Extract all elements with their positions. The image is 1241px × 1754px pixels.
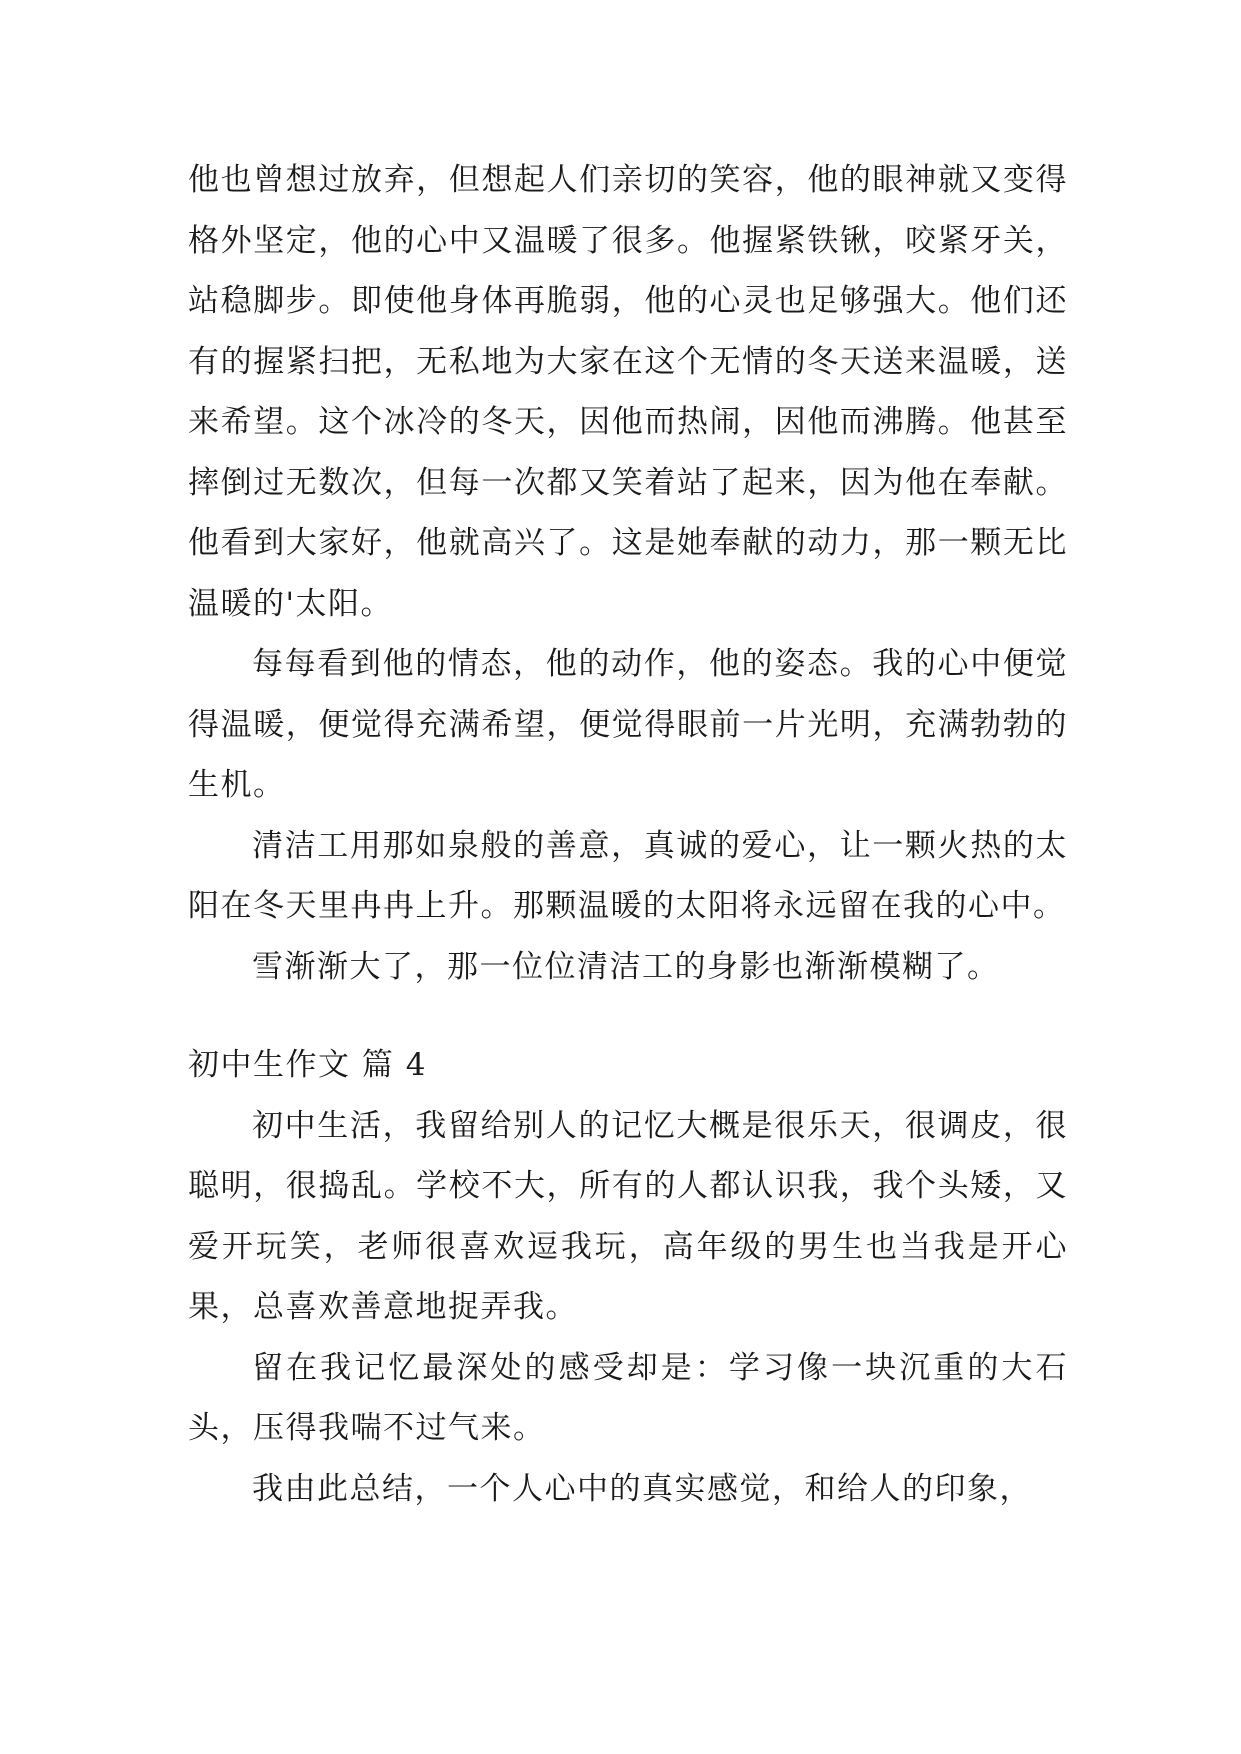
section-heading: 初中生作文 篇 4	[188, 1047, 427, 1083]
paragraph: 我由此总结，一个人心中的真实感觉，和给人的印象，	[252, 1470, 1032, 1507]
paragraph: 他也曾想过放弃，但想起人们亲切的笑容，他的眼神就又变得格外坚定，他的心中又温暖了很多。他握紧铁锹，咬紧牙关，站稳脚步。即使他身体再脆弱，他的心灵也足够强大。他们还有的握紧扫把，无私地为大家在这个无情的冬天送来温暖，送来希望。这个冰冷的冬天，因他而热闹，因他而沸腾。他甚至摔倒过无数次，但每一次都又笑着站了起来，因为他在奉献。他看到大家好，他就高兴了。这是她奉献的动力，那一颗无比温暖的'太阳。	[188, 162, 1068, 622]
paragraph: 清洁工用那如泉般的善意，真诚的爱心，让一颗火热的太阳在冬天里冉冉上升。那颗温暖的太阳将永远留在我的心中。	[188, 827, 1068, 924]
document-page	[188, 150, 1068, 1519]
paragraph: 雪渐渐大了，那一位位清洁工的身影也渐渐模糊了。	[252, 948, 1000, 985]
paragraph: 留在我记忆最深处的感受却是：学习像一块沉重的大石头，压得我喘不过气来。	[188, 1349, 1068, 1446]
paragraph: 初中生活，我留给别人的记忆大概是很乐天，很调皮，很聪明，很捣乱。学校不大，所有的人都认识我，我个头矮，又爱开玩笑，老师很喜欢逗我玩，高年级的男生也当我是开心果，总喜欢善意地捉弄我。	[188, 1107, 1068, 1325]
paragraph: 每每看到他的情态，他的动作，他的姿态。我的心中便觉得温暖，便觉得充满希望，便觉得眼前一片光明，充满勃勃的生机。	[188, 646, 1068, 803]
